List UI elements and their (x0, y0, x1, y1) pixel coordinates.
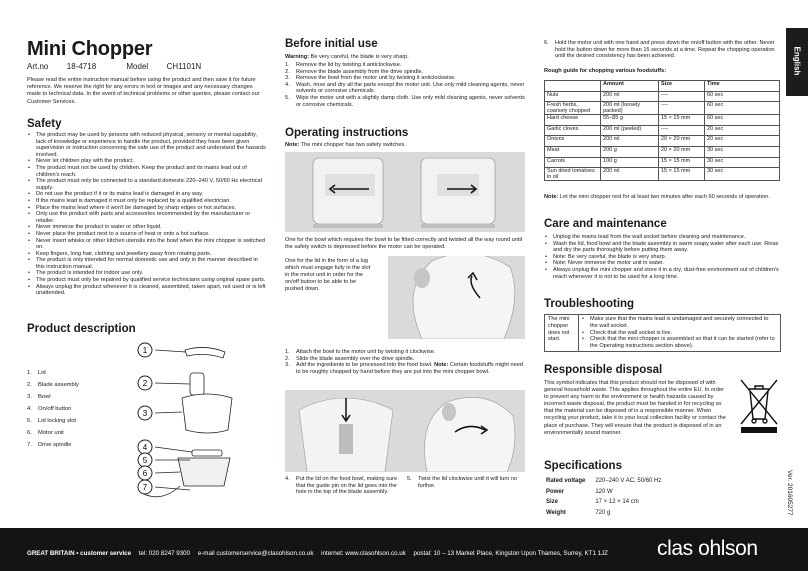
list-item: • Never place the product next to a source of heat or onto a hot surface. (27, 231, 267, 238)
list-item: 1. Attach the bowl to the motor unit by twisting it clockwise. (285, 349, 436, 355)
callout-5: 5 (142, 456, 148, 465)
table-row: Sun dried tomatoes in oil 200 ml 15 × 15 mm 30 sec (545, 168, 780, 181)
weee-bin-icon (738, 377, 780, 435)
table-row: Weight 720 g (546, 509, 611, 516)
switch-two-text: One for the lid in the form of a lug which must engage fully in the slot in the motor unit in order for the on/off button to be able to be pushed down. (285, 258, 371, 293)
callout-7: 7 (142, 483, 148, 492)
problem-cell: The mini chopper does not start. (545, 315, 579, 352)
art-no-label: Art.no (27, 62, 49, 71)
list-item: 3. Bowl (27, 394, 51, 400)
intro-text: Please read the entire instruction manual before using the product and then save it for future reference. We reserve the right for any errors in text or images and any necessary changes made to technical data. In the event of technical problems or other queries, please contact our Customer Services. (27, 77, 260, 105)
footer-internet: internet: www.clasohlson.co.uk (321, 550, 406, 557)
safety-heading: Safety (27, 118, 62, 130)
operating-note: Note: The mini chopper has two safety switches. (285, 142, 406, 148)
table-row: Nuts 200 ml ---- 60 sec (545, 91, 780, 102)
model: CH1101N (166, 62, 202, 71)
troubleshooting-table (544, 314, 781, 352)
disposal-heading: Responsible disposal (544, 364, 663, 376)
care-heading: Care and maintenance (544, 218, 667, 230)
chopping-guide-table (544, 80, 780, 181)
footer-country: GREAT BRITAIN • customer service (27, 550, 132, 557)
footer-postal: postal: 10 – 13 Market Place, Kingston Upon Thames, Surrey, KT1 1JZ (413, 550, 608, 557)
list-item: 7. Drive spindle (27, 442, 72, 448)
list-item: • The product must only be connected to a standard domestic 220–240 V, 50/60 Hz electrical supply. (27, 178, 267, 191)
version-label: Ver. 201605277 (786, 470, 793, 516)
before-use-steps (285, 62, 525, 108)
specifications-table (544, 475, 671, 519)
footer (0, 528, 808, 571)
list-item: • Never insert whisks or other kitchen utensils into the bowl when the mini chopper is switched on. (27, 238, 267, 251)
bowl-switch-image (285, 152, 407, 232)
list-item: • The product may be used by persons with reduced physical, sensory or mental capability, lack of knowledge or experience to handle the product, provided they have been given supervision or instruction concerning the safe use of the product and understand the hazards involved. (27, 132, 267, 158)
before-use-warning: Warning: Be very careful, the blade is very sharp. (285, 54, 409, 60)
care-list (544, 234, 780, 280)
switch-one-text: One for the bowl which requires the bowl to be fitted correctly and twisted all the way round until the safety switch is depressed before the motor can be operated. (285, 237, 522, 251)
operating-steps (285, 349, 525, 375)
list-item: 4. Wash, rinse and dry all the parts except the motor unit. Use only mild cleaning agents, never solvents or corrosive chemicals. (285, 81, 525, 95)
table-row: Meat 200 g 20 × 20 mm 30 sec (545, 146, 780, 157)
list-item: 5. Lid locking slot (27, 418, 77, 424)
operating-heading: Operating instructions (285, 127, 409, 139)
table-row: Rated voltage 220–240 V AC, 50/60 Hz (546, 478, 662, 484)
before-use-heading: Before initial use (285, 38, 378, 50)
parts-list (27, 367, 79, 451)
list-item: • Place the mains lead where it won't be damaged by sharp edges or hot surfaces. (27, 205, 267, 212)
troubleshooting-heading: Troubleshooting (544, 298, 635, 310)
list-item: • Always unplug the mini chopper and store it in a dry, dust-free environment out of children's reach whenever it is not to be used for a long time. (544, 267, 780, 280)
list-item: • Never immerse the product in water or other liquid. (27, 224, 267, 231)
specifications-heading: Specifications (544, 460, 622, 472)
exploded-view-diagram (130, 340, 242, 505)
list-item: • The product is only intended for normal domestic use and only in the manner described in this instruction manual. (27, 257, 267, 270)
guide-note: Note: Let the mini chopper rest for at least two minutes after each 60 seconds of operation. (544, 194, 770, 200)
list-item: • Do not use the product if it or its mains lead is damaged in any way. (27, 191, 267, 198)
list-item: 2. Slide the blade assembly over the drive spindle. (285, 355, 415, 362)
callout-2: 2 (142, 379, 148, 388)
list-item: 1. Remove the lid by twisting it anticlockwise. (285, 62, 402, 68)
table-row: Onions 200 ml 20 × 20 mm 20 sec (545, 136, 780, 147)
page-title: Mini Chopper (27, 38, 153, 60)
list-item: • Keep fingers, long hair, clothing and jewellery away from rotating parts. (27, 251, 267, 258)
list-item: 3. Add the ingredients to be processed into the food bowl. Note: Certain foodstuffs might need to be roughly chopped by hand before they are put into the mini chopper bowl. (285, 362, 523, 375)
art-no: 18-4718 (66, 62, 97, 71)
safety-list (27, 132, 267, 297)
model-label: Model (126, 62, 149, 71)
list-item: • Only use the product with parts and accessories recommended by the manufacturer or retailer. (27, 211, 267, 224)
lid-lug-image (388, 256, 525, 339)
language-tab: English (786, 28, 808, 96)
table-row: Hard cheese 55–85 g 15 × 15 mm 60 sec (545, 115, 780, 126)
list-item: 3. Remove the bowl from the motor unit by twisting it anticlockwise. (285, 75, 456, 82)
list-item: • Wash the lid, food bowl and the blade assembly in warm soapy water after each use. Rinse and dry the parts thoroughly before putting them away. (544, 241, 780, 254)
bowl-switch-image-2 (407, 152, 525, 232)
list-item: • Always unplug the product whenever it is cleaned, assembled, taken apart, not used or is left unattended. (27, 284, 267, 297)
callout-4: 4 (142, 443, 148, 452)
lid-fitting-image (285, 390, 407, 472)
list-item: 2. Blade assembly (27, 382, 79, 388)
step-four (285, 476, 405, 496)
list-item: • Note: Never immerse the motor unit in water. (544, 260, 780, 267)
list-item: 6. Hold the motor unit with one hand and press down the on/off button with the other. Never hold the button down for more than 15 seconds at a time. Repeat the chopping operation until the desired consistency has been achieved. (544, 40, 775, 60)
list-item: 5. Twist the lid clockwise until it will turn no further. (407, 476, 518, 489)
list-item: • Note: Be very careful, the blade is very sharp. (544, 254, 780, 261)
footer-contact (27, 550, 614, 557)
list-item: 1. Lid (27, 370, 46, 376)
list-item: • The product must not be used by children. Keep the product and its mains lead out of children's reach. (27, 165, 267, 178)
list-item: • The product is intended for indoor use only. (27, 270, 267, 277)
callout-3: 3 (142, 409, 148, 418)
solution-cell: • Make sure that the mains lead is undamaged and securely connected to the wall socket. • Check that the wall socket is live. • Check that the mini chopper is assembled so that it can be started (refer to the Operating instructions section above). (579, 315, 781, 352)
table-row: Fresh herbs, coarsely chopped 200 ml (loosely packed) ---- 60 sec (545, 102, 780, 115)
table-row: Carrots 100 g 15 × 15 mm 30 sec (545, 157, 780, 168)
list-item: • Unplug the mains lead from the wall socket before cleaning and maintenance. (544, 234, 780, 241)
lid-twist-image (407, 390, 525, 472)
product-description-heading: Product description (27, 323, 136, 335)
list-item: 2. Remove the blade assembly from the drive spindle. (285, 68, 424, 75)
footer-tel: tel: 020 8247 9300 (138, 550, 191, 557)
guide-heading: Rough guide for chopping various foodstuffs: (544, 68, 667, 74)
table-header-row: Amount Size Time (545, 81, 780, 92)
table-row: Garlic cloves 200 ml (peeled) ---- 20 sec (545, 125, 780, 136)
table-row: Size 17 × 12 × 14 cm (546, 499, 639, 506)
article-info (27, 62, 229, 71)
list-item: 6. Motor unit (27, 430, 64, 436)
table-row: Power 120 W (546, 488, 613, 495)
table-row (545, 315, 781, 352)
brand-logo: clas ohlson (657, 537, 758, 560)
step-five (407, 476, 525, 489)
callout-6: 6 (142, 469, 148, 478)
list-item: • If the mains lead is damaged it must only be replaced by a qualified electrician. (27, 198, 267, 205)
footer-email: e-mail customerservice@clasohlson.co.uk (197, 550, 314, 557)
step-six (544, 40, 780, 60)
list-item: • Never let children play with the product. (27, 158, 267, 165)
list-item: 4. Put the lid on the food bowl, making sure that the guide pin on the lid goes into the hole in the top of the blade assembly. (285, 476, 398, 496)
list-item: • The product must only be repaired by qualified service technicians using original spare parts. (27, 277, 267, 284)
list-item: 5. Wipe the motor unit with a slightly damp cloth. Use only mild cleaning agents, never solvents or corrosive chemicals. (285, 94, 525, 108)
disposal-text: This symbol indicates that this product should not be disposed of with general household waste. This applies throughout the entire EU. In order to prevent any harm to the environment or health hazards caused by incorrect waste disposal, the product must be handed in for recycling so that the material can be disposed of in a responsible manner. When recycling your product, take it to your local collection facility or contact the place of purchase. They will ensure that the product is disposed of in an environmentally sound manner. (544, 380, 726, 436)
list-item: 4. On/off button (27, 406, 72, 412)
callout-1: 1 (142, 346, 148, 355)
